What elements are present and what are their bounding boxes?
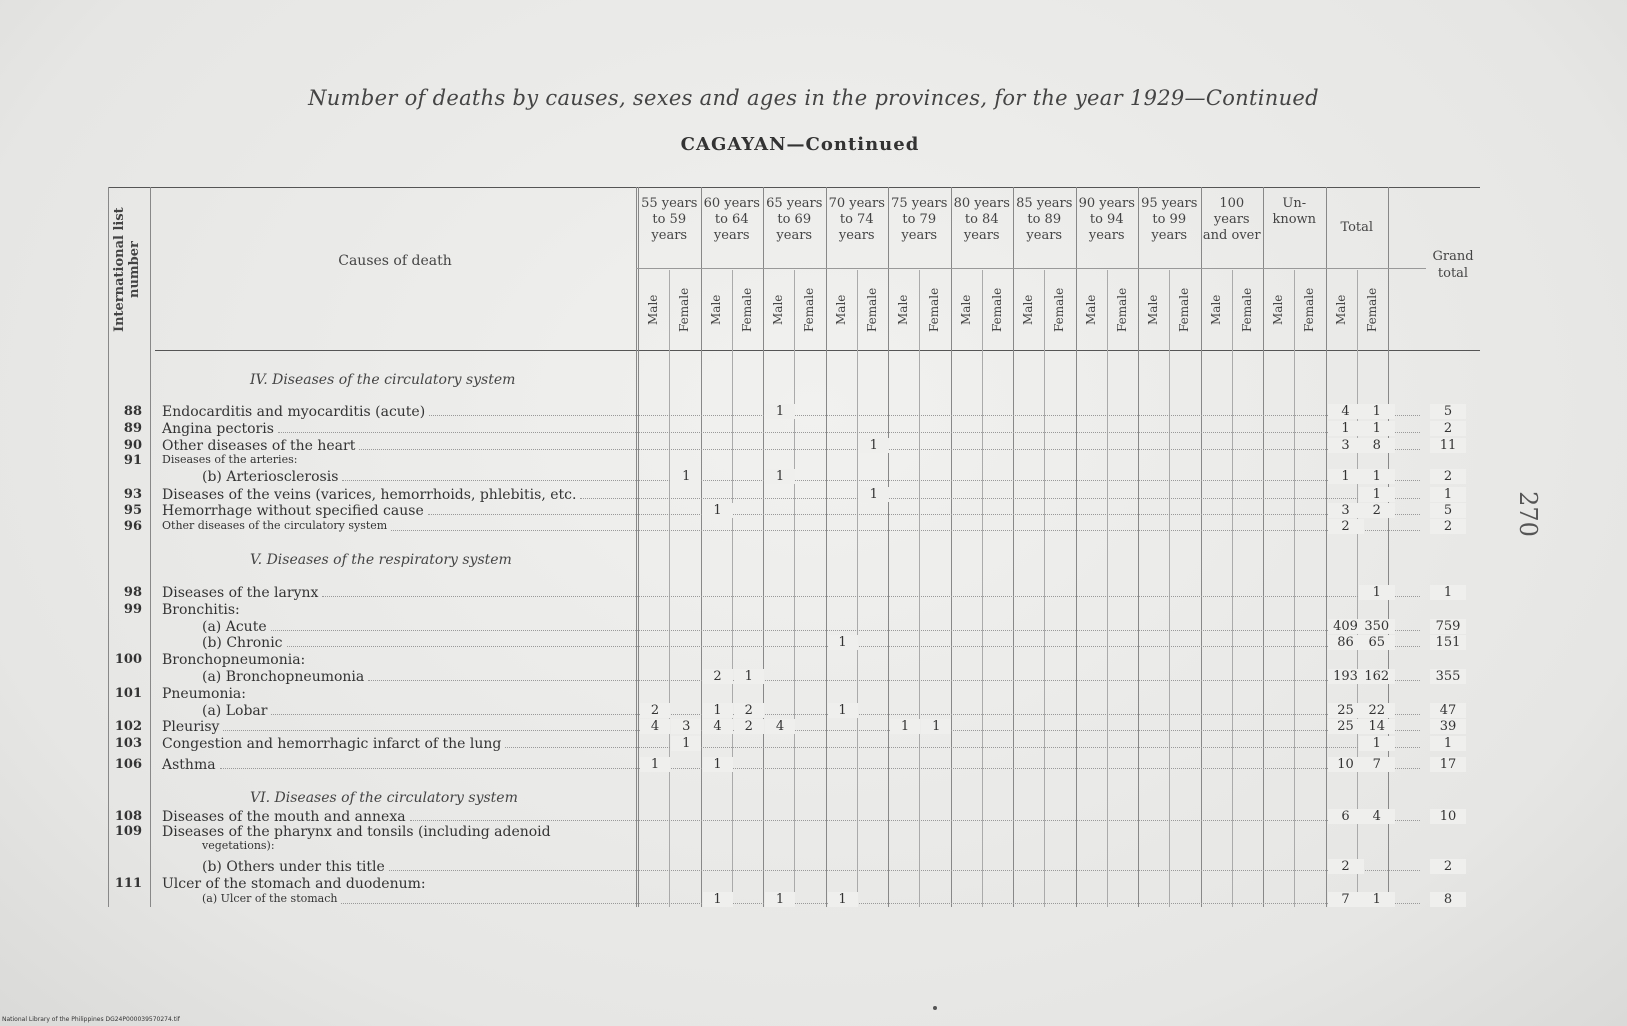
count-cell: 1 xyxy=(765,892,795,907)
cause-label: Diseases of the veins (varices, hemorrhoids, phlebitis, etc. xyxy=(162,487,577,503)
table-row xyxy=(0,719,1627,735)
list-number: 101 xyxy=(114,686,142,701)
age-group-header: 65 years to 69 years xyxy=(766,196,823,243)
list-number: 96 xyxy=(123,519,142,534)
total-cell: 1 xyxy=(1359,585,1395,600)
section-title: VI. Diseases of the circulatory system xyxy=(250,790,518,806)
female-subheader: Female xyxy=(989,287,1004,333)
age-group-header: Un-known xyxy=(1272,196,1317,227)
table-row xyxy=(0,669,1627,685)
grand-total-cell: 17 xyxy=(1430,757,1466,772)
grand-total-cell: 11 xyxy=(1430,438,1466,453)
total-cell: 193 xyxy=(1328,669,1364,684)
page-number: 270 xyxy=(1513,491,1542,537)
cause-label: Ulcer of the stomach and duodenum: xyxy=(162,876,426,892)
list-number: 102 xyxy=(114,719,142,734)
total-cell: 7 xyxy=(1328,892,1364,907)
total-cell: 3 xyxy=(1328,503,1364,518)
leader-dots xyxy=(580,498,1420,499)
table-row xyxy=(0,438,1627,454)
list-number: 89 xyxy=(123,421,142,436)
leader-dots xyxy=(428,514,1420,515)
male-subheader: Male xyxy=(958,294,973,326)
grand-total-cell: 5 xyxy=(1430,404,1466,419)
age-group-header: 95 years to 99 years xyxy=(1141,196,1198,243)
table-row xyxy=(0,686,1627,702)
total-cell: 10 xyxy=(1328,757,1364,772)
age-group-header: 75 years to 79 years xyxy=(891,196,948,243)
cause-label: (a) Bronchopneumonia xyxy=(202,669,365,685)
grand-total-cell: 759 xyxy=(1430,619,1466,634)
cause-label: Pleurisy xyxy=(162,719,220,735)
female-subheader: Female xyxy=(1302,287,1317,333)
table-row xyxy=(0,635,1627,651)
grand-total-cell: 1 xyxy=(1430,585,1466,600)
list-number: 98 xyxy=(123,585,142,600)
leader-dots xyxy=(223,730,1420,731)
table-row xyxy=(0,585,1627,601)
total-cell: 1 xyxy=(1359,736,1395,751)
leader-dots xyxy=(220,768,1420,769)
count-cell: 1 xyxy=(890,719,920,734)
female-subheader: Female xyxy=(927,287,942,333)
cause-label: Bronchitis: xyxy=(162,602,240,618)
total-cell: 14 xyxy=(1359,719,1395,734)
count-cell: 2 xyxy=(703,669,733,684)
table-row xyxy=(0,619,1627,635)
leader-dots xyxy=(389,870,1420,871)
total-cell: 1 xyxy=(1359,469,1395,484)
list-number: 95 xyxy=(123,503,142,518)
cause-label: Congestion and hemorrhagic infarct of the lung xyxy=(162,736,502,752)
cause-label: Bronchopneumonia: xyxy=(162,652,306,668)
count-cell: 1 xyxy=(765,469,795,484)
section-title: V. Diseases of the respiratory system xyxy=(250,552,512,568)
total-cell: 22 xyxy=(1359,703,1395,718)
female-subheader: Female xyxy=(1364,287,1379,333)
total-cell: 86 xyxy=(1328,635,1364,650)
count-cell: 4 xyxy=(765,719,795,734)
total-cell: 2 xyxy=(1328,859,1364,874)
table-row xyxy=(0,703,1627,719)
list-number: 91 xyxy=(123,453,142,468)
female-subheader: Female xyxy=(864,287,879,333)
total-cell: 65 xyxy=(1359,635,1395,650)
male-subheader: Male xyxy=(1021,294,1035,326)
count-cell: 1 xyxy=(703,703,733,718)
leader-dots xyxy=(341,903,1420,904)
table-row xyxy=(0,736,1627,752)
cause-label: Asthma xyxy=(162,757,216,773)
table-top-rule xyxy=(108,187,1480,188)
age-group-header: Total xyxy=(1340,220,1374,235)
male-subheader: Male xyxy=(646,294,660,326)
cause-label: Endocarditis and myocarditis (acute) xyxy=(162,404,426,420)
leader-dots xyxy=(322,596,1420,597)
table-row xyxy=(0,892,1627,908)
age-group-header: 60 years to 64 years xyxy=(703,196,760,243)
cause-label: Pneumonia: xyxy=(162,686,246,702)
count-cell: 1 xyxy=(671,469,701,484)
total-cell: 1 xyxy=(1328,421,1364,436)
table-row xyxy=(0,652,1627,668)
list-number: 93 xyxy=(123,487,142,502)
male-subheader: Male xyxy=(1083,294,1098,326)
cause-label: Angina pectoris xyxy=(162,421,274,437)
table-row xyxy=(0,503,1627,519)
total-cell: 8 xyxy=(1359,438,1395,453)
table-row xyxy=(0,602,1627,618)
table-row xyxy=(0,487,1627,503)
count-cell: 1 xyxy=(734,669,764,684)
count-cell: 2 xyxy=(734,703,764,718)
list-number: 90 xyxy=(123,438,142,453)
leader-dots xyxy=(505,747,1420,748)
list-number: 88 xyxy=(123,404,142,419)
grand-total-cell: 2 xyxy=(1430,469,1466,484)
list-number: 108 xyxy=(114,809,142,824)
female-subheader: Female xyxy=(1239,287,1254,333)
total-cell: 409 xyxy=(1328,619,1364,634)
age-group-header: 85 years to 89 years xyxy=(1016,196,1073,243)
count-cell: 1 xyxy=(703,503,733,518)
total-cell: 1 xyxy=(1328,469,1364,484)
male-subheader: Male xyxy=(708,294,723,326)
grand-total-cell: 355 xyxy=(1430,669,1466,684)
table-row xyxy=(0,404,1627,420)
cause-label: (a) Ulcer of the stomach xyxy=(202,892,338,905)
total-cell: 6 xyxy=(1328,809,1364,824)
total-cell: 7 xyxy=(1359,757,1395,772)
grand-total-cell: 151 xyxy=(1430,635,1466,650)
count-cell: 1 xyxy=(828,892,858,907)
count-cell: 1 xyxy=(859,438,889,453)
list-number: 106 xyxy=(114,757,142,772)
total-cell: 4 xyxy=(1359,809,1395,824)
grand-total-cell: 1 xyxy=(1430,736,1466,751)
cause-label: vegetations): xyxy=(202,839,275,852)
grand-total-cell: 1 xyxy=(1430,487,1466,502)
male-subheader: Male xyxy=(771,294,785,326)
age-group-header: 100 years and over xyxy=(1202,196,1261,243)
leader-dots xyxy=(359,449,1420,450)
cause-label: (a) Lobar xyxy=(202,703,268,719)
page-title: Number of deaths by causes, sexes and ages in the provinces, for the year 1929—Continued xyxy=(308,86,1319,110)
table-row xyxy=(0,876,1627,892)
intl-list-number-header: International list number xyxy=(112,207,142,333)
count-cell: 4 xyxy=(640,719,670,734)
age-group-header: 70 years to 74 years xyxy=(828,196,885,243)
count-cell: 1 xyxy=(640,757,670,772)
table-row xyxy=(0,519,1627,535)
table-row xyxy=(0,469,1627,485)
count-cell: 2 xyxy=(734,719,764,734)
male-subheader: Male xyxy=(1146,294,1160,326)
age-group-header: 90 years to 94 years xyxy=(1078,196,1135,243)
leader-dots xyxy=(342,480,1420,481)
count-cell: 1 xyxy=(828,703,858,718)
grand-total-cell: 5 xyxy=(1430,503,1466,518)
total-cell: 2 xyxy=(1328,519,1364,534)
age-group-header: 55 years to 59 years xyxy=(641,196,698,243)
count-cell: 1 xyxy=(703,757,733,772)
grand-total-cell: 2 xyxy=(1430,519,1466,534)
total-cell: 2 xyxy=(1359,503,1395,518)
count-cell: 1 xyxy=(765,404,795,419)
grand-total-cell: 39 xyxy=(1430,719,1466,734)
female-subheader: Female xyxy=(802,287,817,333)
leader-dots xyxy=(368,680,1420,681)
section-title: IV. Diseases of the circulatory system xyxy=(250,372,516,388)
total-cell: 1 xyxy=(1359,487,1395,502)
cause-label: Other diseases of the heart xyxy=(162,438,356,454)
count-cell: 1 xyxy=(859,487,889,502)
grand-total-cell: 47 xyxy=(1430,703,1466,718)
grand-total-cell: 2 xyxy=(1430,421,1466,436)
total-cell: 162 xyxy=(1359,669,1395,684)
grand-total-cell: 2 xyxy=(1430,859,1466,874)
list-number: 99 xyxy=(123,602,142,617)
male-subheader: Male xyxy=(1333,294,1348,326)
count-cell: 1 xyxy=(671,736,701,751)
cause-label: Hemorrhage without specified cause xyxy=(162,503,424,519)
count-cell: 2 xyxy=(640,703,670,718)
cause-label: (b) Chronic xyxy=(202,635,283,651)
count-cell: 1 xyxy=(921,719,951,734)
cause-label: Other diseases of the circulatory system xyxy=(162,519,388,532)
total-cell: 1 xyxy=(1359,892,1395,907)
male-subheader: Male xyxy=(1208,294,1223,326)
male-subheader: Male xyxy=(1271,294,1285,326)
male-subheader: Male xyxy=(833,294,848,326)
cause-label: Diseases of the larynx xyxy=(162,585,319,601)
grand-total-header: Grand total xyxy=(1432,249,1474,281)
female-subheader: Female xyxy=(739,287,754,333)
leader-dots xyxy=(278,432,1420,433)
cause-label: (a) Acute xyxy=(202,619,267,635)
cause-label: (b) Others under this title xyxy=(202,859,385,875)
total-cell: 1 xyxy=(1359,404,1395,419)
cause-label: (b) Arteriosclerosis xyxy=(202,469,339,485)
table-row xyxy=(0,859,1627,875)
cause-label: Diseases of the pharynx and tonsils (including adenoid xyxy=(162,824,551,840)
count-cell: 4 xyxy=(703,719,733,734)
total-cell: 350 xyxy=(1359,619,1395,634)
leader-dots xyxy=(391,530,1420,531)
cause-label: Diseases of the arteries: xyxy=(162,453,298,466)
age-group-header: 80 years to 84 years xyxy=(953,196,1010,243)
leader-dots xyxy=(410,820,1420,821)
list-number: 100 xyxy=(114,652,142,667)
causes-of-death-header: Causes of death xyxy=(338,253,452,269)
section-heading xyxy=(0,372,1627,388)
group-header-rule xyxy=(636,268,1426,269)
page-subtitle: CAGAYAN—Continued xyxy=(680,134,920,155)
count-cell: 1 xyxy=(828,635,858,650)
table-row xyxy=(0,809,1627,825)
list-number: 109 xyxy=(114,824,142,839)
section-heading xyxy=(0,790,1627,806)
grand-total-cell: 10 xyxy=(1430,809,1466,824)
total-cell: 25 xyxy=(1328,703,1364,718)
female-subheader: Female xyxy=(1177,287,1192,333)
total-cell: 4 xyxy=(1328,404,1364,419)
table-row xyxy=(0,757,1627,773)
female-subheader: Female xyxy=(677,287,692,333)
female-subheader: Female xyxy=(1052,287,1067,333)
header-bottom-rule xyxy=(155,350,1480,351)
section-heading xyxy=(0,552,1627,568)
leader-dots xyxy=(271,630,1420,631)
total-cell: 3 xyxy=(1328,438,1364,453)
cause-label: Diseases of the mouth and annexa xyxy=(162,809,406,825)
leader-dots xyxy=(429,415,1420,416)
table-row xyxy=(0,824,1627,840)
count-cell: 1 xyxy=(703,892,733,907)
list-number: 103 xyxy=(114,736,142,751)
list-number: 111 xyxy=(114,876,142,891)
total-cell: 1 xyxy=(1359,421,1395,436)
table-row xyxy=(0,839,1627,855)
table-row xyxy=(0,421,1627,437)
count-cell: 3 xyxy=(671,719,701,734)
male-subheader: Male xyxy=(896,294,910,326)
female-subheader: Female xyxy=(1114,287,1129,333)
table-row xyxy=(0,453,1627,469)
grand-total-cell: 8 xyxy=(1430,892,1466,907)
total-cell: 25 xyxy=(1328,719,1364,734)
footer-credit: National Library of the Philippines DG24P000039570274.tif xyxy=(2,1016,180,1023)
